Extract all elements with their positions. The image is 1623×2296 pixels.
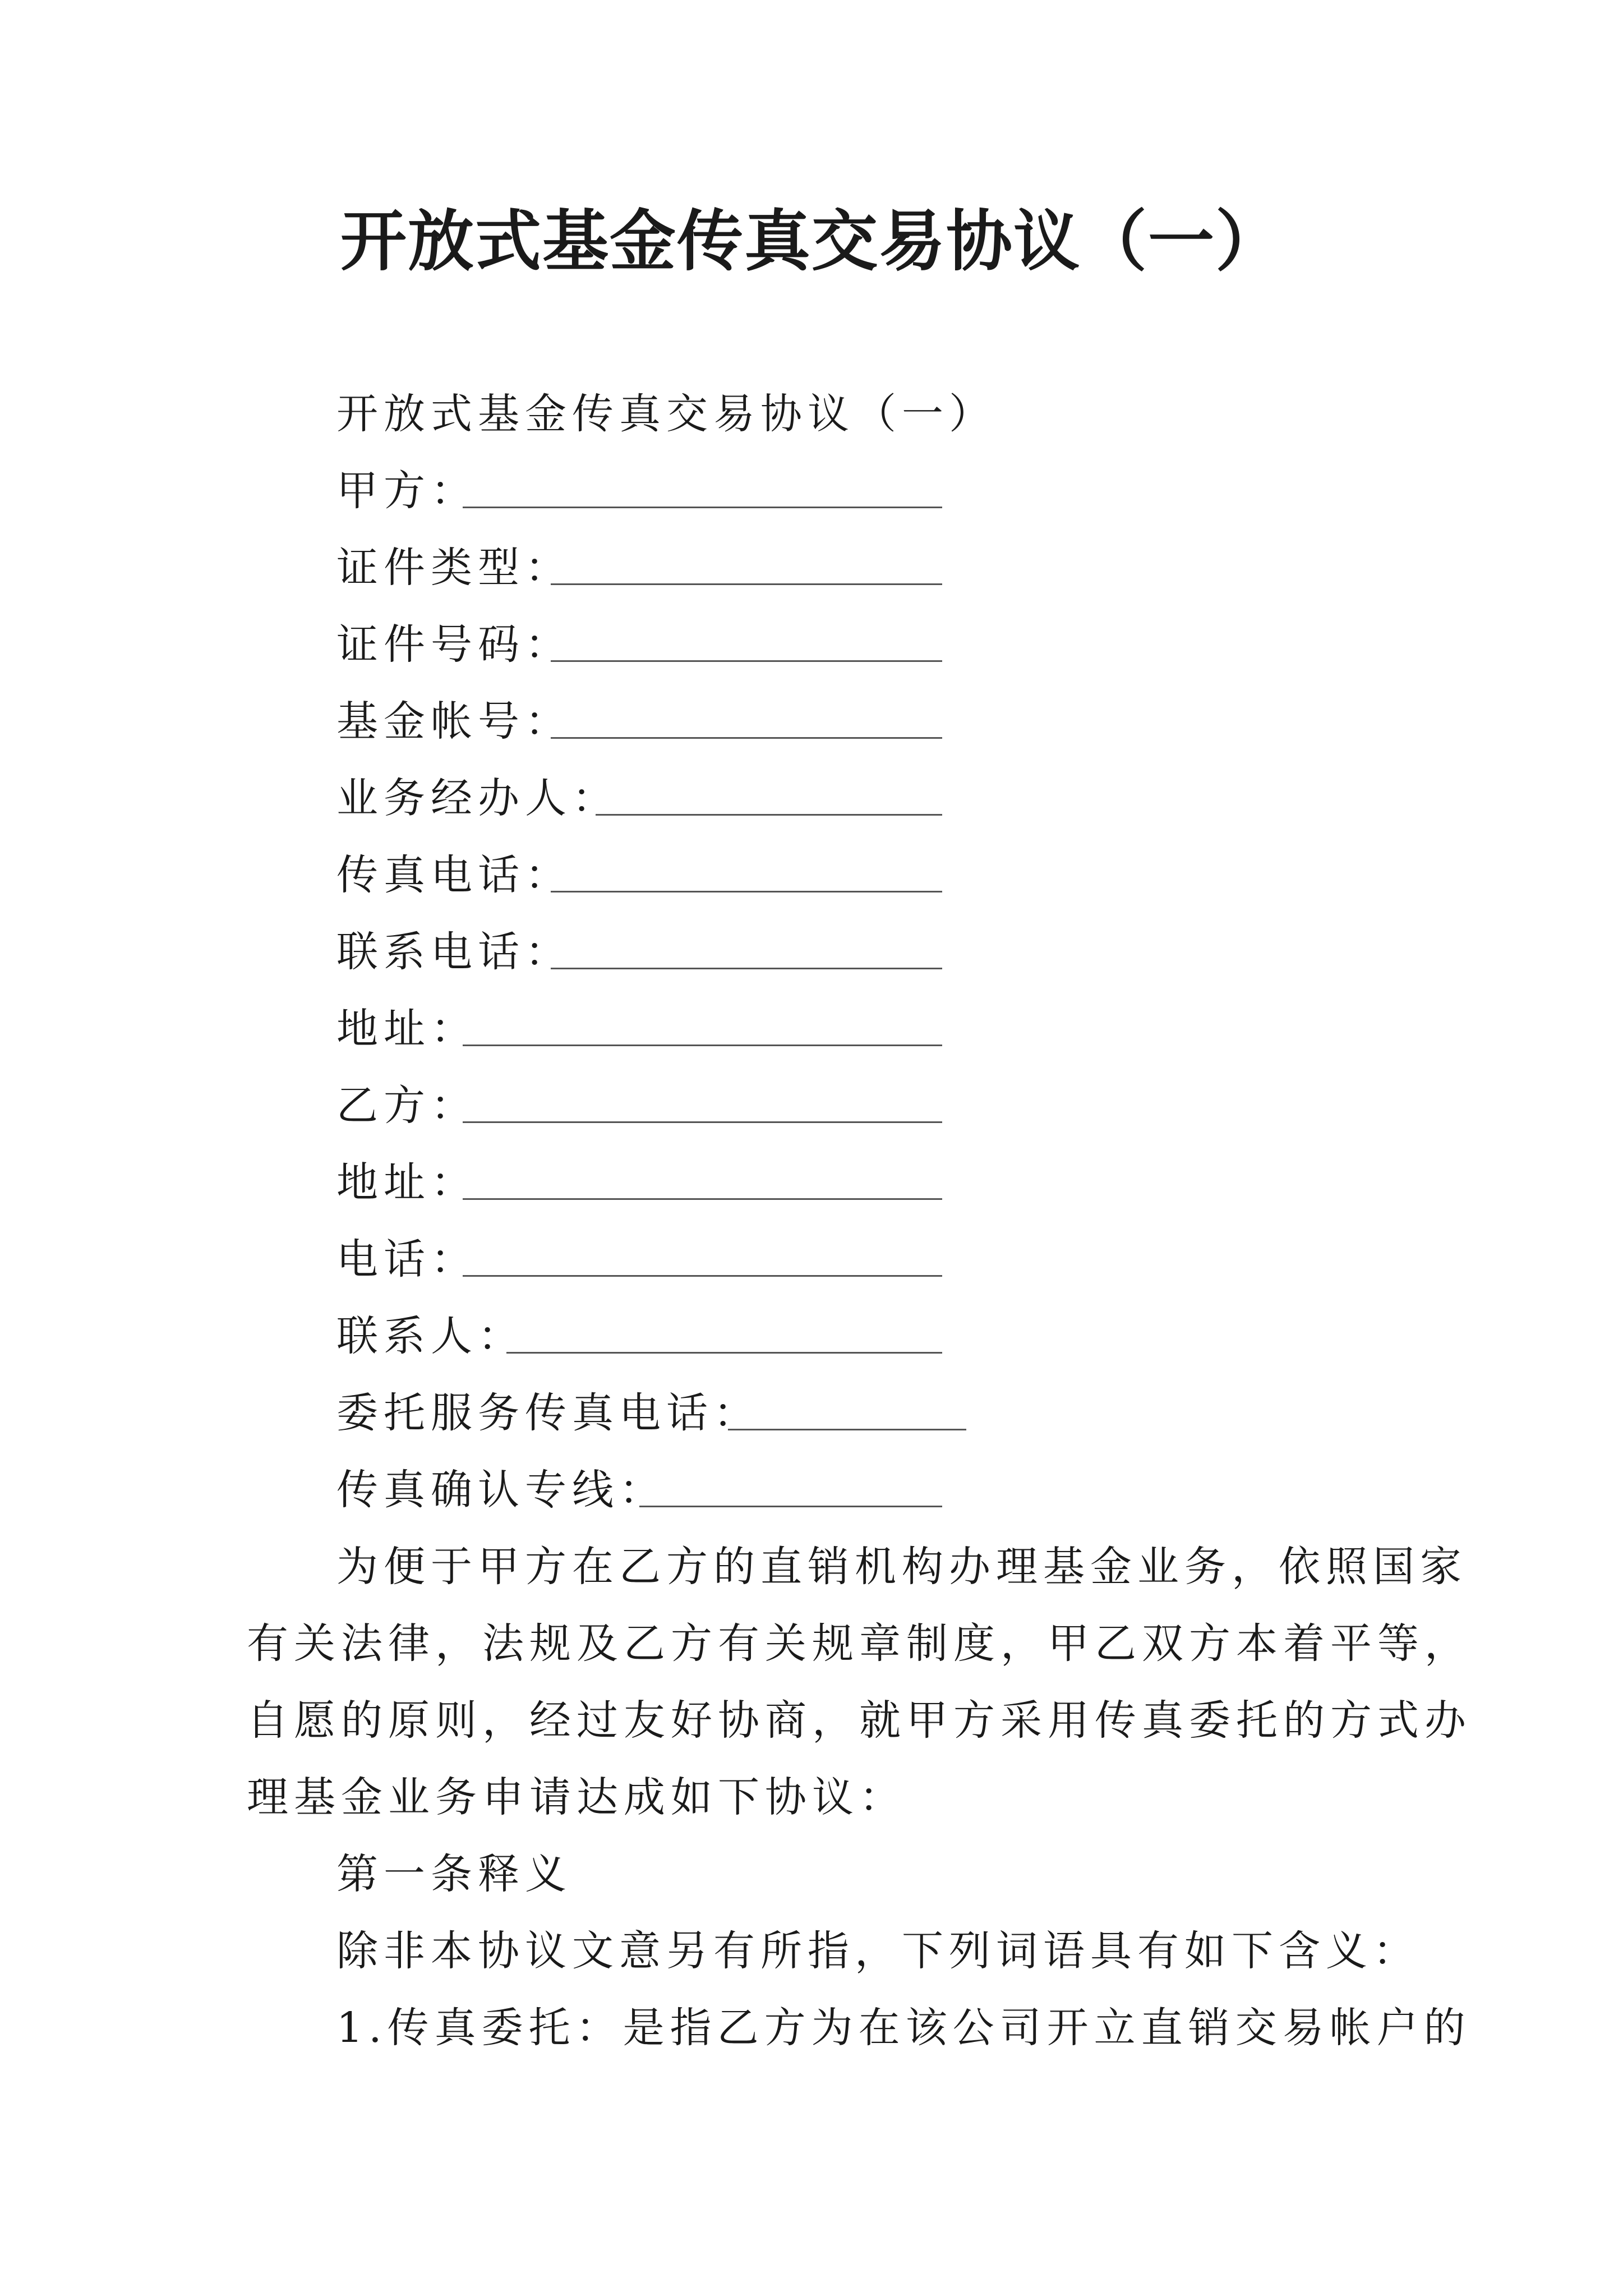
id-type-blank — [551, 583, 942, 585]
contact-person-blank — [506, 1352, 942, 1354]
contact-phone-blank — [551, 968, 942, 969]
party-a-blank — [463, 507, 942, 508]
fund-account-blank — [551, 737, 942, 739]
id-number-label: 证件号码： — [336, 620, 572, 669]
body-line: 有关法律，法规及乙方有关规章制度，甲乙双方本着平等， — [247, 1619, 1472, 1668]
fund-account-label: 基金帐号： — [336, 697, 572, 746]
party-b-phone-blank — [463, 1275, 942, 1277]
party-b-label: 乙方： — [336, 1082, 478, 1130]
fax-confirm-line-label: 传真确认专线： — [336, 1466, 666, 1514]
agent-blank — [596, 814, 942, 816]
party-a-label: 甲方： — [336, 467, 478, 515]
contact-phone-label: 联系电话： — [336, 928, 572, 976]
document-subtitle: 开放式基金传真交易协议（一） — [336, 390, 996, 438]
party-b-address-label: 地址： — [336, 1158, 478, 1207]
body-line: 自愿的原则，经过友好协商，就甲方采用传真委托的方式办 — [247, 1696, 1472, 1745]
party-b-blank — [463, 1121, 942, 1123]
body-line: 为便于甲方在乙方的直销机构办理基金业务，依照国家 — [336, 1543, 1467, 1591]
agent-label: 业务经办人： — [336, 774, 619, 822]
party-a-address-label: 地址： — [336, 1005, 478, 1053]
service-fax-label: 委托服务传真电话： — [336, 1389, 760, 1437]
party-b-phone-label: 电话： — [336, 1235, 478, 1283]
page-title: 开放式基金传真交易协议（一） — [340, 202, 1283, 280]
id-type-label: 证件类型： — [336, 544, 572, 592]
contact-person-label: 联系人： — [336, 1312, 525, 1360]
fax-phone-label: 传真电话： — [336, 851, 572, 899]
party-b-address-blank — [463, 1198, 942, 1200]
fax-phone-blank — [551, 891, 942, 892]
article-1-intro: 除非本协议文意另有所指，下列词语具有如下含义： — [336, 1927, 1420, 1975]
service-fax-blank — [728, 1429, 966, 1430]
article-1-heading: 第一条释义 — [336, 1850, 572, 1898]
id-number-blank — [551, 660, 942, 662]
party-a-address-blank — [463, 1045, 942, 1046]
article-1-item-1: 1.传真委托：是指乙方为在该公司开立直销交易帐户的 — [336, 2004, 1471, 2052]
body-line: 理基金业务申请达成如下协议： — [247, 1773, 906, 1821]
fax-confirm-line-blank — [639, 1506, 942, 1507]
